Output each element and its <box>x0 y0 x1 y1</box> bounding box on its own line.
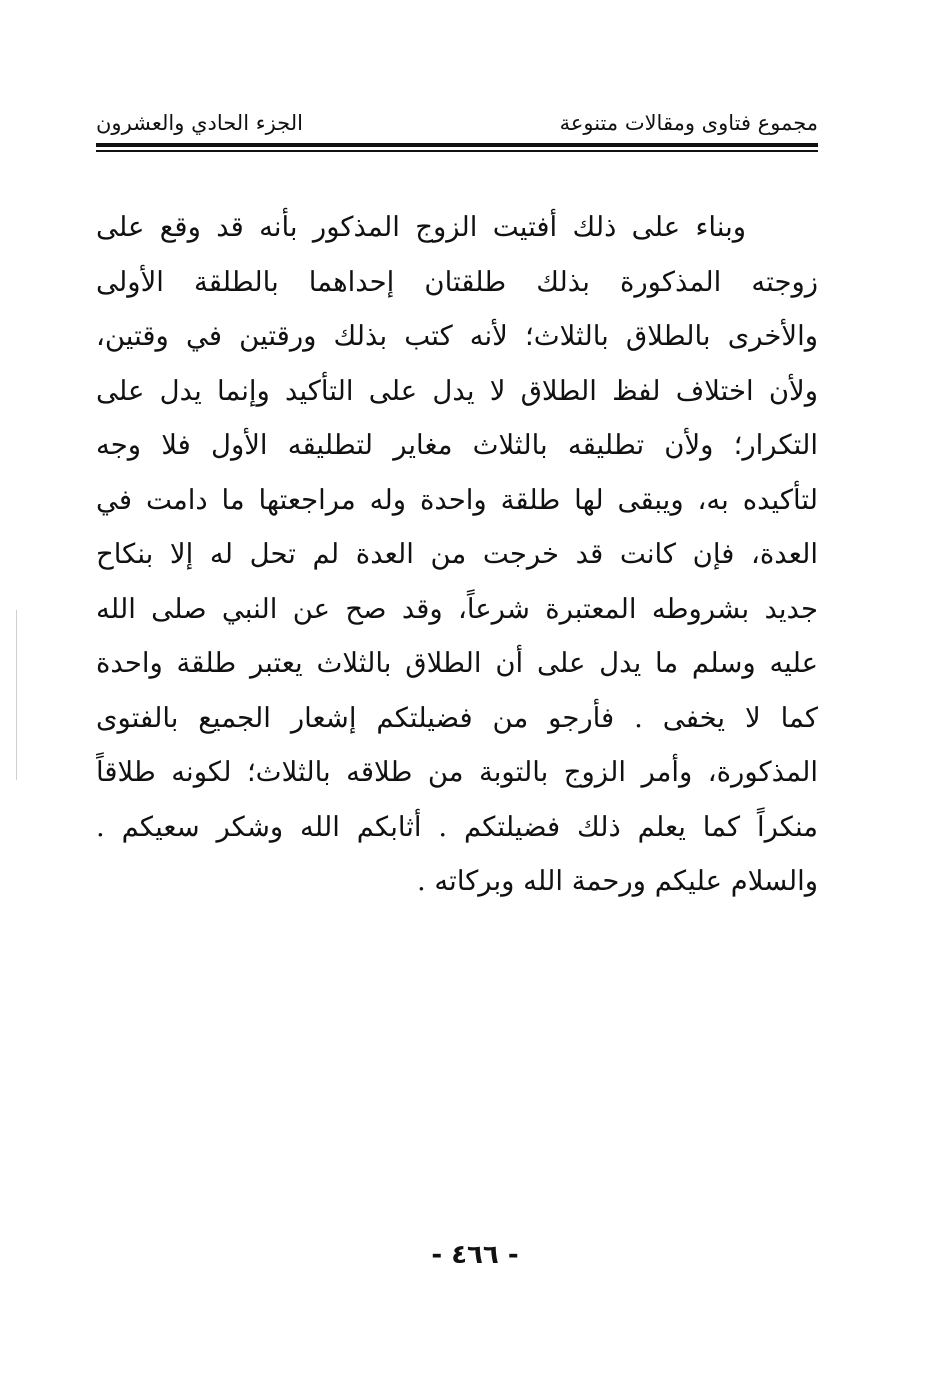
text-line: جديد بشروطه المعتبرة شرعاً، وقد صح عن النبي صلى الله <box>96 592 818 625</box>
header-rule-thin <box>96 150 818 152</box>
text-line: عليه وسلم ما يدل على أن الطلاق بالثلاث يعتبر طلقة واحدة <box>96 647 818 679</box>
text-line: والسلام عليكم ورحمة الله وبركاته . <box>416 865 818 897</box>
header-rule-thick <box>96 143 818 147</box>
text-line: منكراً كما يعلم ذلك فضيلتكم . أثابكم الله وشكر سعيكم . <box>96 810 818 843</box>
text-line: زوجته المذكورة بذلك طلقتان إحداهما بالطلقة الأولى <box>96 265 818 298</box>
text-line: العدة، فإن كانت قد خرجت من العدة لم تحل له إلا بنكاح <box>96 538 818 570</box>
text-line: وبناء على ذلك أفتيت الزوج المذكور بأنه قد وقع على <box>96 211 746 243</box>
running-header <box>96 100 818 140</box>
text-line: كما لا يخفى . فأرجو من فضيلتكم إشعار الجميع بالفتوى <box>96 701 818 734</box>
text-line: ولأن اختلاف لفظ الطلاق لا يدل على التأكيد وإنما يدل على <box>96 374 818 407</box>
header-volume: الجزء الحادي والعشرون <box>96 111 303 135</box>
body-text <box>96 200 818 909</box>
text-line: التكرار؛ ولأن تطليقه بالثلاث مغاير لتطليقه الأول فلا وجه <box>96 429 818 461</box>
text-line: لتأكيده به، ويبقى لها طلقة واحدة وله مراجعتها ما دامت في <box>96 483 818 516</box>
text-line: والأخرى بالطلاق بالثلاث؛ لأنه كتب بذلك ورقتين في وقتين، <box>96 320 818 352</box>
page-number: - ٤٦٦ - <box>431 1240 519 1270</box>
scan-margin-mark <box>16 610 17 780</box>
header-book-title: مجموع فتاوى ومقالات متنوعة <box>559 111 818 135</box>
text-line: المذكورة، وأمر الزوج بالتوبة من طلاقه بالثلاث؛ لكونه طلاقاً <box>96 756 818 788</box>
